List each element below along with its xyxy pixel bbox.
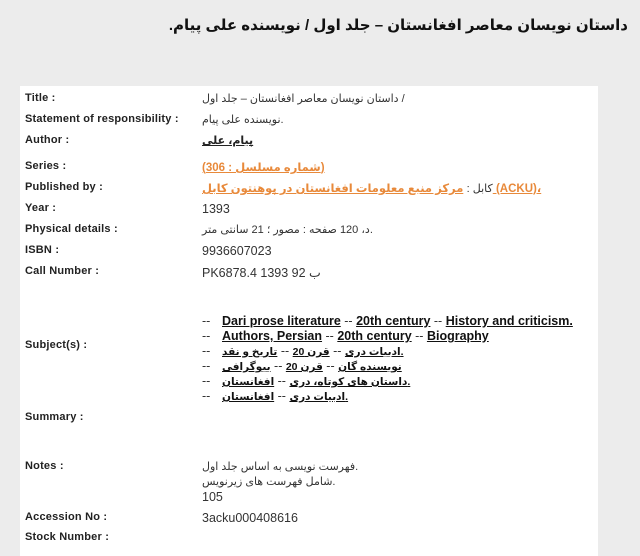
notes-value: [202, 460, 358, 505]
publisher-link[interactable]: مرکز منبع معلومات افغانستان در پوهنتون کابل (ACKU)،: [202, 183, 542, 195]
subject-term-link[interactable]: بیوگرافی: [222, 361, 271, 373]
subject-term-link[interactable]: نویسنده گان: [338, 361, 402, 373]
subject-dash: --: [202, 329, 211, 343]
notes-label: Notes :: [25, 460, 64, 472]
subject-dash: --: [202, 389, 211, 403]
subject-term-link[interactable]: ادبیات دری: [289, 391, 346, 403]
subject-separator: --: [329, 344, 345, 358]
subject-term-link[interactable]: ادبیات دری: [344, 346, 401, 358]
physical-value: د، 120 صفحه : مصور ؛ 21 سانتی متر.: [202, 224, 373, 236]
series-label: Series :: [25, 160, 67, 172]
statement-label: Statement of responsibility :: [25, 113, 179, 125]
notes-line: شامل فهرست های زیرنویس.: [202, 476, 336, 488]
subject-separator: --: [274, 389, 290, 403]
subject-line: [202, 344, 404, 358]
subject-dash: --: [202, 359, 211, 373]
subject-term-link[interactable]: افغانستان.: [222, 376, 411, 388]
subjects-label: Subject(s) :: [25, 339, 88, 351]
notes-line: فهرست نویسی به اساس جلد اول.: [202, 461, 359, 473]
subject-dash: --: [202, 374, 211, 388]
statement-value: نویسنده علی پیام.: [202, 114, 284, 126]
isbn-value: 9936607023: [202, 244, 272, 258]
subject-term-link[interactable]: History and criticism.: [445, 314, 573, 328]
subject-separator: --: [411, 329, 427, 343]
title-value: داستان نویسان معاصر افغانستان – جلد اول /: [202, 93, 405, 105]
author-link[interactable]: پیام، علی: [202, 135, 254, 147]
subject-dash: --: [202, 314, 211, 328]
published-label: Published by :: [25, 181, 103, 193]
year-label: Year :: [25, 202, 57, 214]
callnumber-label: Call Number :: [25, 265, 100, 277]
year-value: 1393: [202, 202, 230, 216]
accession-value: 3acku000408616: [202, 511, 298, 525]
subject-separator: --: [277, 344, 293, 358]
notes-line: 105: [202, 490, 223, 504]
title-label: Title :: [25, 92, 56, 104]
series-link[interactable]: (شماره مسلسل : 306): [202, 162, 325, 174]
callnumber-value: PK6878.4 1393 92 ب: [202, 266, 321, 280]
subject-separator: --: [430, 314, 446, 328]
physical-label: Physical details :: [25, 223, 118, 235]
subject-term-link[interactable]: قرن 20: [285, 361, 323, 373]
page-title: داستان نویسان معاصر افغانستان – جلد اول / نویسنده علی پیام.: [168, 17, 628, 34]
subject-separator: --: [270, 359, 286, 373]
subject-line: [202, 329, 489, 343]
author-label: Author :: [25, 134, 70, 146]
subject-separator: --: [274, 374, 290, 388]
record-details: [20, 86, 598, 556]
subject-line: [202, 314, 573, 328]
subject-term-link[interactable]: Dari prose literature: [222, 314, 341, 328]
subject-separator: --: [322, 359, 339, 373]
stock-label: Stock Number :: [25, 531, 110, 543]
subject-line: [202, 374, 410, 388]
subject-line: [202, 359, 402, 373]
published-value: [202, 181, 541, 195]
published-place: کابل :: [466, 183, 493, 195]
summary-label: Summary :: [25, 411, 84, 423]
subject-separator: --: [322, 329, 338, 343]
accession-label: Accession No :: [25, 511, 108, 523]
subject-separator: --: [340, 314, 357, 328]
isbn-label: ISBN :: [25, 244, 60, 256]
subject-term-link[interactable]: 20th century: [337, 329, 412, 343]
subject-term-link[interactable]: افغانستان.: [222, 391, 349, 403]
subject-dash: --: [202, 344, 211, 358]
subject-term-link[interactable]: Biography: [426, 329, 489, 343]
subject-term-link[interactable]: 20th century: [356, 314, 431, 328]
subject-term-link[interactable]: تاریخ و نقد.: [222, 346, 404, 358]
subject-term-link[interactable]: قرن 20: [292, 346, 330, 358]
subject-term-link[interactable]: داستان های کوتاه، دری: [289, 376, 408, 388]
subject-line: [202, 389, 348, 403]
subject-term-link[interactable]: Authors, Persian: [222, 329, 323, 343]
